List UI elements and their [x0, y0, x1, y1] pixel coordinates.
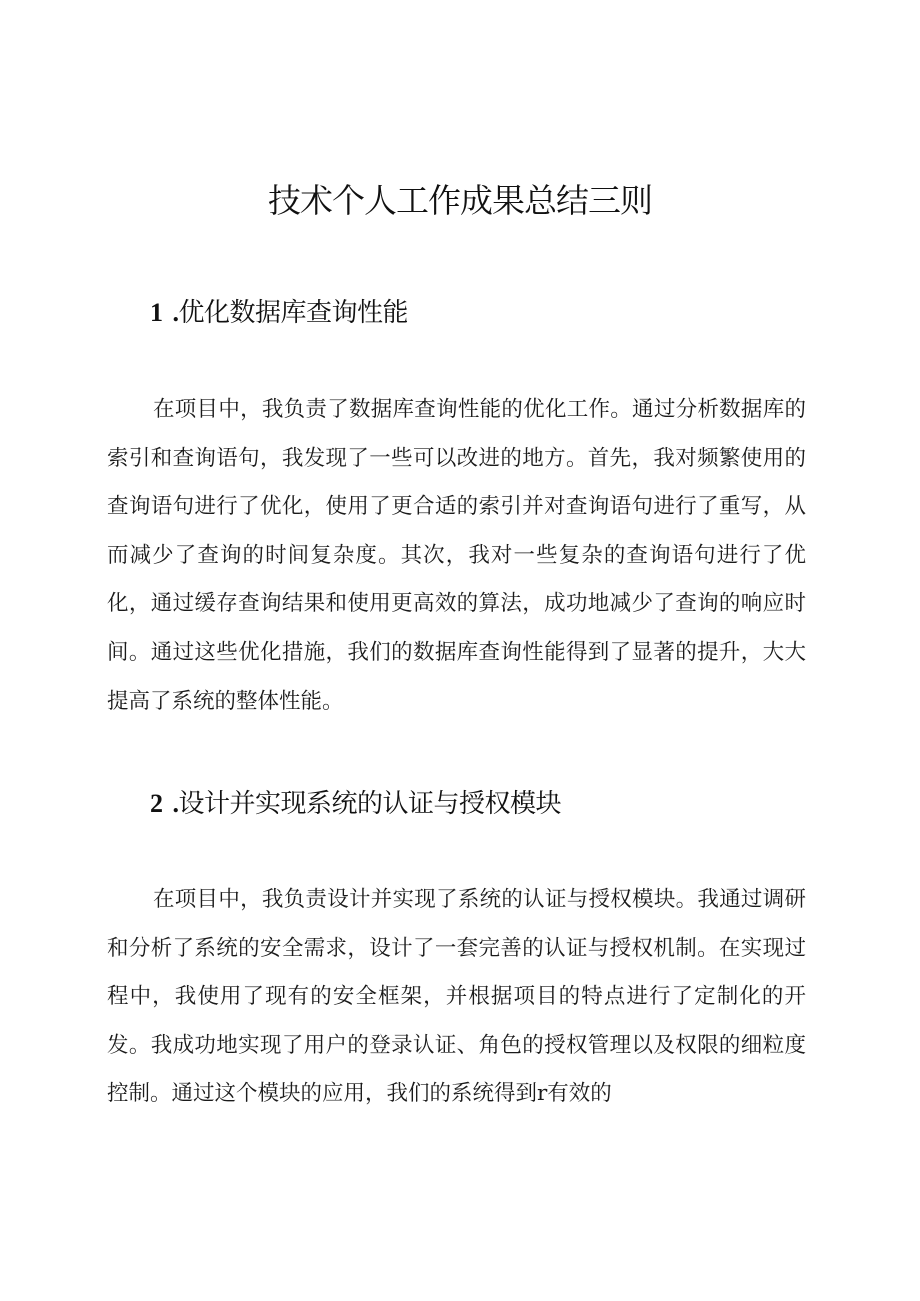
section-heading-1: 1 .优化数据库查询性能 [150, 298, 409, 328]
section-heading-text: 优化数据库查询性能 [178, 298, 409, 328]
section-number: 2 [150, 789, 163, 818]
section-body-1: 在项目中，我负责了数据库查询性能的优化工作。通过分析数据库的索引和查询语句，我发现了一些可以改进的地方。首先，我对频繁使用的查询语句进行了优化，使用了更合适的索引并对查询语句进行了重写，从而减少了查询的时间复杂度。其次，我对一些复杂的查询语句进行了优化，通过缓存查询结果和使用更高效的算法，成功地减少了查询的响应时间。通过这些优化措施，我们的数据库查询性能得到了显著的提升，大大提高了系统的整体性能。 [107, 397, 806, 714]
section-body-2: 在项目中，我负责设计并实现了系统的认证与授权模块。我通过调研和分析了系统的安全需求，设计了一套完善的认证与授权机制。在实现过程中，我使用了现有的安全框架，并根据项目的特点进行了定制化的开发。我成功地实现了用户的登录认证、角色的授权管理以及权限的细粒度控制。通过这个模块的应用，我们的系统得到r有效的 [107, 887, 806, 1107]
section-heading-2: 2 .设计并实现系统的认证与授权模块 [150, 789, 562, 819]
document-title: 技术个人工作成果总结三则 [268, 181, 652, 220]
section-heading-text: 设计并实现系统的认证与授权模块 [178, 789, 562, 819]
section-number: 1 [150, 298, 163, 327]
